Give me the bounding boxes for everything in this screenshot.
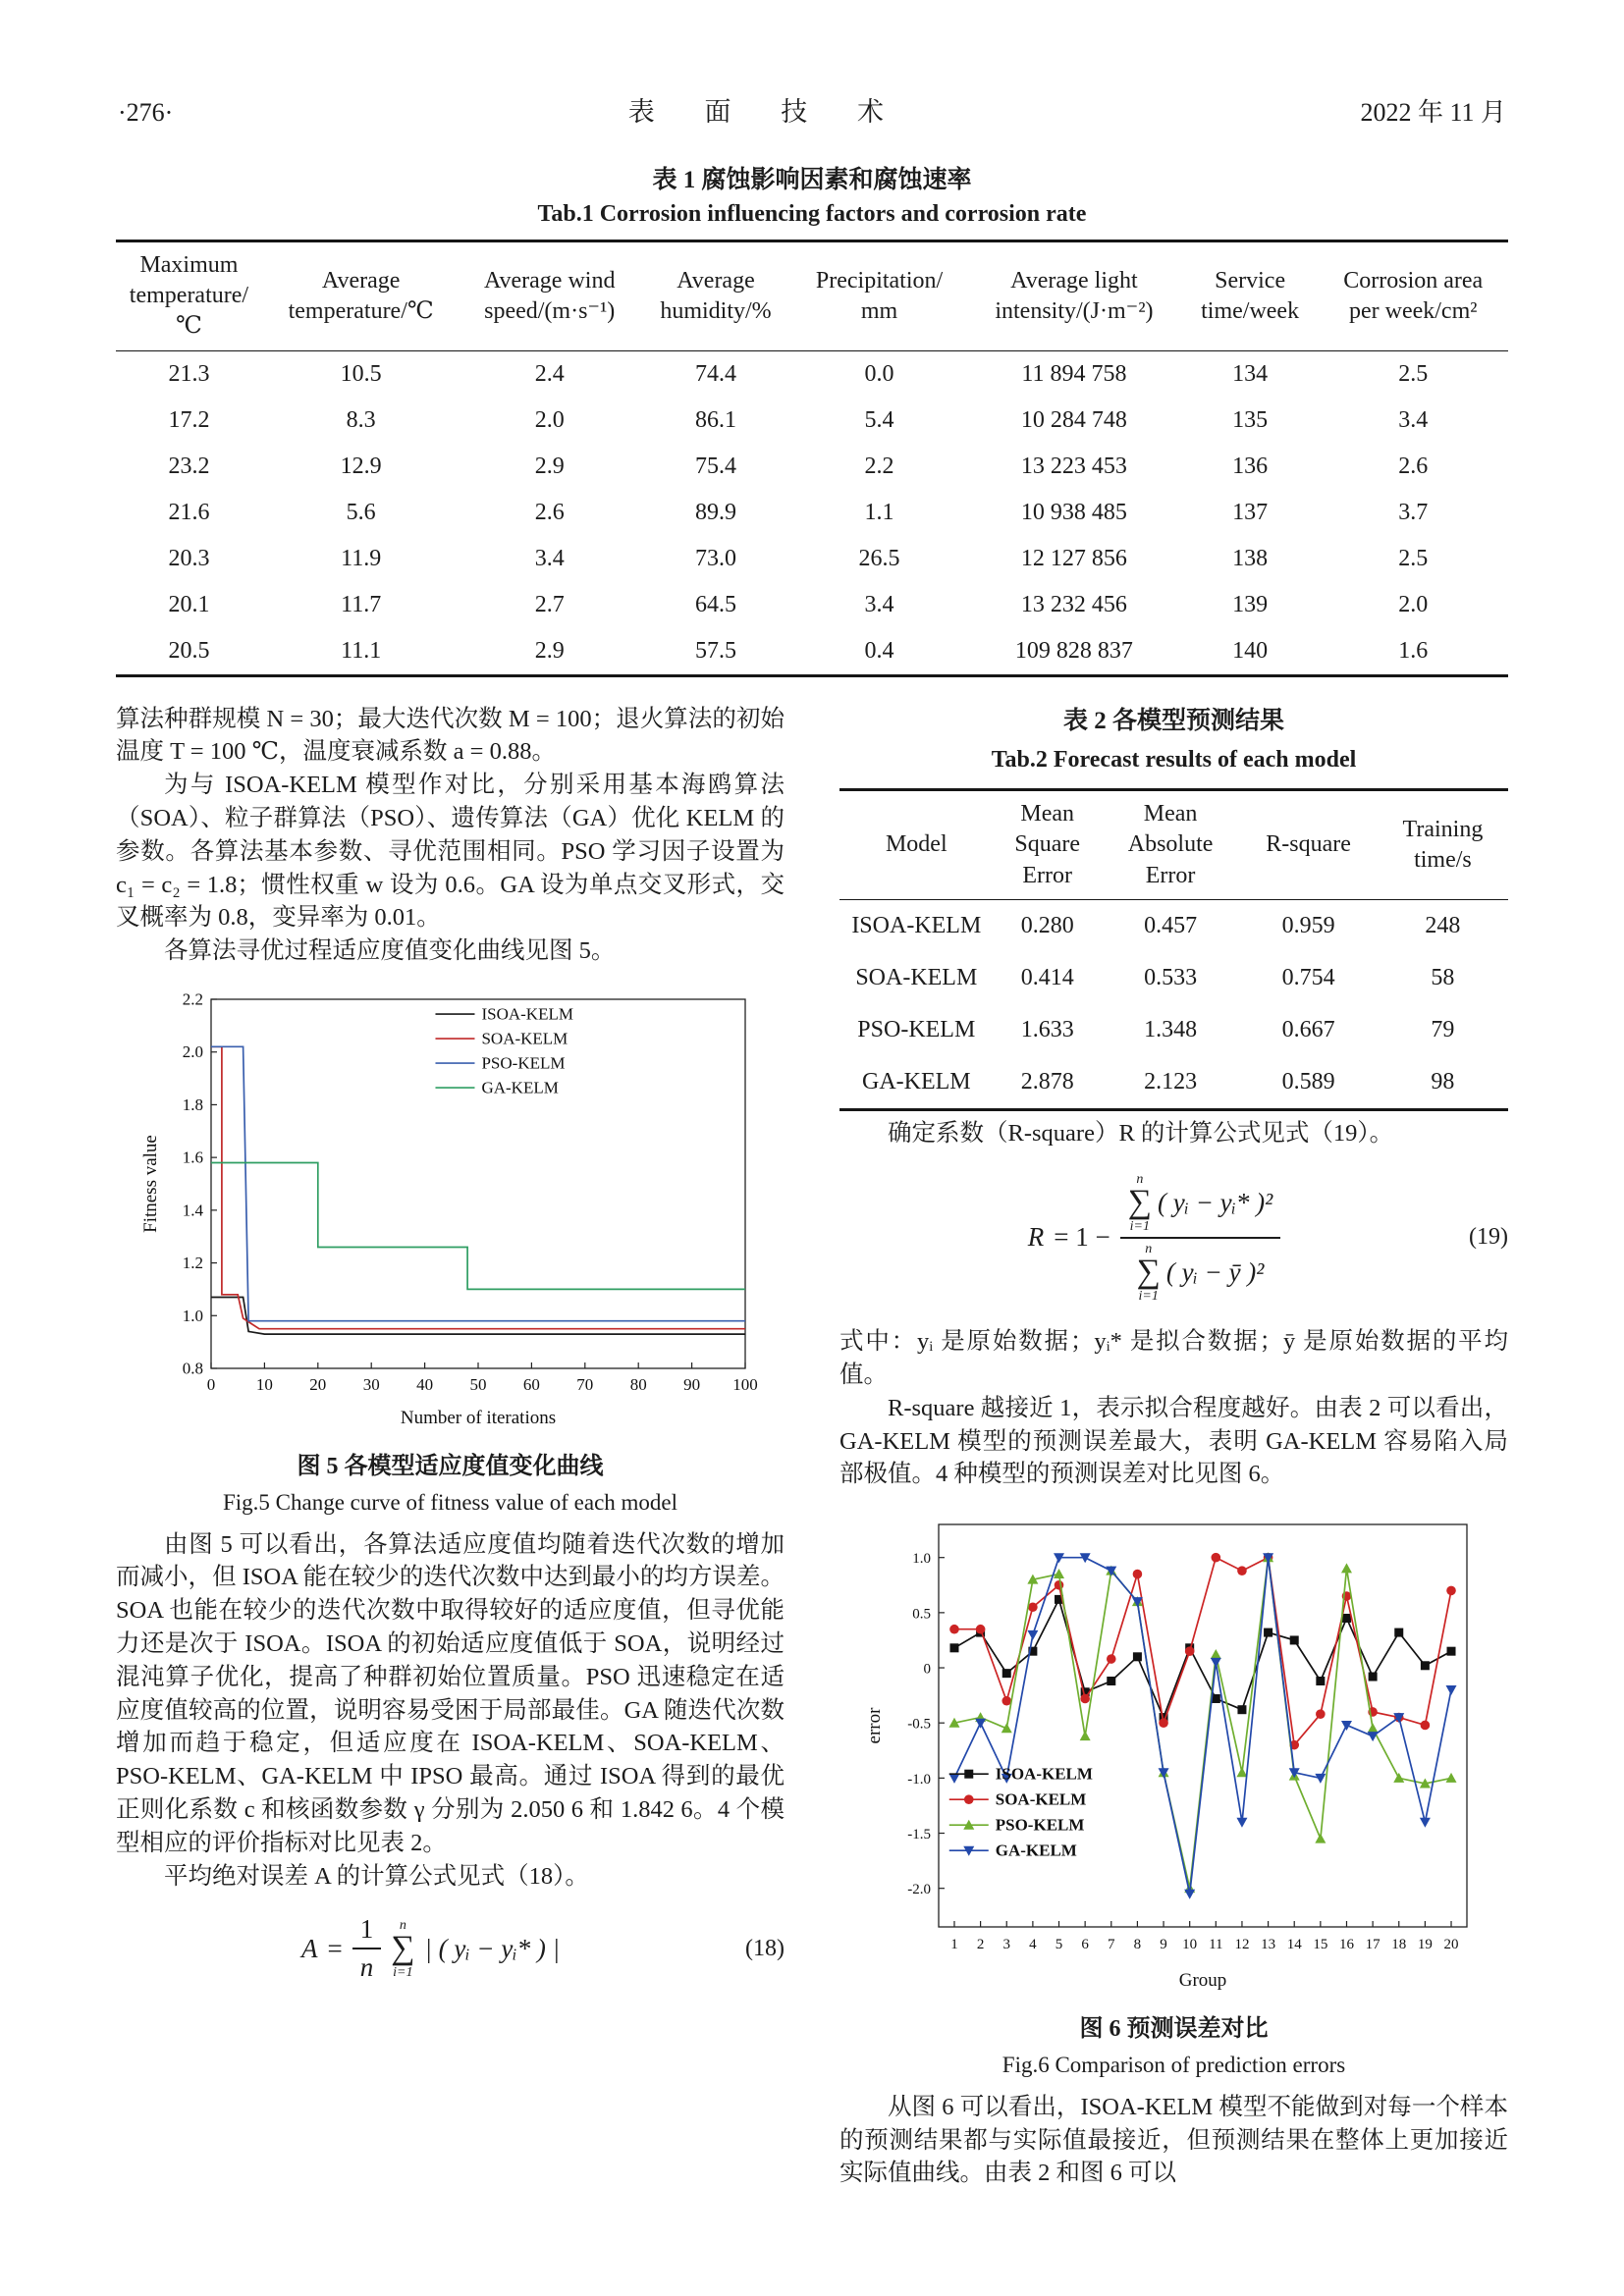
- equation-18: [116, 1914, 785, 1983]
- table-row: [116, 582, 1508, 628]
- table-cell: 1.1: [864, 499, 894, 525]
- table-cell: 0.589: [1281, 1069, 1335, 1095]
- column-header: R-square: [1239, 790, 1377, 900]
- table-cell: 20.3: [168, 545, 210, 571]
- right-column: [839, 703, 1508, 2191]
- table-cell: 0.280: [1020, 912, 1074, 938]
- table-cell: 98: [1431, 1069, 1455, 1095]
- eq19-number: (19): [1469, 1224, 1508, 1251]
- table-cell: 2.123: [1144, 1069, 1198, 1095]
- table1-header-row: [116, 241, 1508, 351]
- svg-text:20: 20: [308, 1374, 326, 1394]
- sigma-symbol: ∑: [1127, 1184, 1152, 1221]
- svg-text:1.2: 1.2: [182, 1254, 203, 1273]
- table-cell: 0.959: [1281, 912, 1335, 938]
- table-cell: 139: [1232, 591, 1269, 617]
- table-cell: 13 232 456: [1020, 591, 1127, 617]
- svg-text:8: 8: [1133, 1937, 1141, 1953]
- table-cell: 26.5: [858, 545, 900, 571]
- svg-text:0: 0: [923, 1661, 931, 1678]
- eq18-summation: n ∑ i=1: [391, 1917, 415, 1980]
- paragraph-formula-notation: 式中：yᵢ 是原始数据；yᵢ* 是拟合数据；ȳ 是原始数据的平均值。: [839, 1328, 1508, 1388]
- svg-text:ISOA-KELM: ISOA-KELM: [995, 1764, 1093, 1784]
- fig5-fitness-chart: [136, 984, 765, 1435]
- svg-text:1.0: 1.0: [182, 1306, 203, 1325]
- fig5-caption-cn: 图 5 各模型适应度值变化曲线: [297, 1453, 604, 1479]
- table-cell: 11.7: [341, 591, 382, 617]
- table-cell: 3.4: [864, 591, 894, 617]
- two-column-body: [116, 703, 1508, 2191]
- svg-text:60: 60: [522, 1374, 540, 1394]
- svg-text:1.8: 1.8: [182, 1095, 203, 1114]
- table-cell: 3.7: [1398, 499, 1429, 525]
- svg-text:3: 3: [1001, 1937, 1010, 1953]
- table-cell: 89.9: [694, 499, 736, 525]
- table-cell: 2.7: [534, 591, 565, 617]
- svg-text:15: 15: [1312, 1937, 1327, 1953]
- svg-text:80: 80: [629, 1374, 647, 1394]
- eq19-lhs: R: [1027, 1222, 1045, 1253]
- table-cell: 3.4: [534, 545, 565, 571]
- svg-text:30: 30: [362, 1374, 380, 1394]
- table-cell: 11.1: [341, 637, 382, 664]
- table-forecast-results: [839, 788, 1508, 1111]
- column-header: Average temperature/℃: [262, 241, 460, 351]
- table-cell: 12.9: [340, 453, 382, 479]
- table-cell: 2.5: [1398, 360, 1429, 387]
- table-cell: 20.5: [168, 637, 210, 664]
- table-cell: 136: [1232, 453, 1269, 479]
- table-cell: 12 127 856: [1020, 545, 1127, 571]
- table-cell: 0.533: [1144, 964, 1198, 990]
- eq18-expression: | ( yᵢ − yᵢ* ) |: [424, 1933, 561, 1963]
- column-header: Training time/s: [1378, 790, 1508, 900]
- paragraph-rsquare-analysis: R-square 越接近 1，表示拟合程度越好。由表 2 可以看出，GA-KELM 模型的预测误差最大，表明 GA-KELM 容易陷入局部极值。4 种模型的预测误差对比见图 6。: [839, 1394, 1508, 1488]
- table-row: [116, 628, 1508, 676]
- table-cell: 138: [1232, 545, 1269, 571]
- table-cell: 10 938 485: [1020, 499, 1127, 525]
- svg-text:ISOA-KELM: ISOA-KELM: [480, 1004, 573, 1024]
- table-cell: 58: [1431, 964, 1455, 990]
- table-cell: 2.2: [864, 453, 894, 479]
- table-row: [839, 899, 1508, 952]
- eq19-num-summation: n ∑ i=1: [1127, 1171, 1152, 1234]
- column-header: Mean Absolute Error: [1102, 790, 1240, 900]
- column-header: Precipitation/ mm: [792, 241, 966, 351]
- table2-header-row: [839, 790, 1508, 900]
- table-cell: 73.0: [694, 545, 736, 571]
- fig5-caption-en: Fig.5 Change curve of fitness value of each model: [222, 1489, 678, 1515]
- table-cell: 64.5: [694, 591, 736, 617]
- column-header: Average wind speed/(m·s⁻¹): [460, 241, 638, 351]
- table-cell: 2.6: [534, 499, 565, 525]
- figure-6: [839, 1507, 1508, 2081]
- svg-text:PSO-KELM: PSO-KELM: [480, 1053, 565, 1073]
- table-cell: 134: [1232, 360, 1269, 387]
- table2-caption: [839, 705, 1508, 777]
- table-row: [116, 398, 1508, 444]
- eq19-equals: = 1 −: [1054, 1222, 1110, 1253]
- table-row: [116, 490, 1508, 536]
- table-cell: 10.5: [340, 360, 382, 387]
- svg-text:Number of iterations: Number of iterations: [400, 1407, 556, 1428]
- svg-text:2.2: 2.2: [182, 989, 203, 1009]
- table-cell: SOA-KELM: [855, 964, 978, 990]
- paragraph-mae-formula-ref: 平均绝对误差 A 的计算公式见式（18）。: [164, 1862, 589, 1890]
- equation-19-body: [839, 1172, 1469, 1304]
- table-cell: 8.3: [346, 406, 376, 433]
- table-cell: 57.5: [694, 637, 736, 664]
- table-row: [116, 536, 1508, 582]
- table-cell: 21.3: [168, 360, 210, 387]
- table-cell: 1.6: [1398, 637, 1429, 664]
- svg-text:PSO-KELM: PSO-KELM: [995, 1815, 1084, 1835]
- column-header: Average humidity/%: [639, 241, 792, 351]
- svg-text:14: 14: [1286, 1937, 1302, 1953]
- table-cell: 13 223 453: [1020, 453, 1127, 479]
- table-cell: 20.1: [168, 591, 210, 617]
- table-row: [839, 952, 1508, 1004]
- svg-text:12: 12: [1233, 1937, 1249, 1953]
- svg-text:GA-KELM: GA-KELM: [995, 1841, 1077, 1860]
- table-cell: 2.878: [1020, 1069, 1074, 1095]
- table-cell: 5.4: [864, 406, 894, 433]
- table-cell: 2.4: [534, 360, 565, 387]
- table-cell: 135: [1232, 406, 1269, 433]
- column-header: Service time/week: [1182, 241, 1319, 351]
- paragraph-fitness-curve-ref: 各算法寻优过程适应度值变化曲线见图 5。: [164, 937, 616, 965]
- table-cell: 2.0: [1398, 591, 1429, 617]
- svg-text:10: 10: [255, 1374, 273, 1394]
- svg-text:GA-KELM: GA-KELM: [480, 1078, 559, 1097]
- eq19-numerator: [1120, 1172, 1281, 1239]
- sigma-symbol: ∑: [1136, 1254, 1161, 1291]
- eq18-frac-den: n: [359, 1952, 374, 1983]
- table-cell: 11 894 758: [1021, 360, 1127, 387]
- svg-text:-1.0: -1.0: [906, 1771, 931, 1788]
- svg-text:1.4: 1.4: [182, 1201, 203, 1220]
- table-row: [839, 1004, 1508, 1056]
- eq18-lhs: A: [300, 1933, 318, 1963]
- table-cell: 1.348: [1144, 1016, 1198, 1042]
- table1-caption: [116, 160, 1508, 228]
- svg-text:error: error: [863, 1707, 885, 1744]
- paragraph-fig5-analysis: 由图 5 可以看出，各算法适应度值均随着迭代次数的增加而减小，但 ISOA 能在较少的迭代次数中达到最小的均方误差。SOA 也能在较少的迭代次数中取得较好的适应度值，但寻优能力还是次于 ISOA。ISOA 的初始适应度值低于 SOA，说明经过混沌算子优化，提高了种群初始位置质量。PSO 迅速稳定在适应度值较高的位置，说明容易受困于局部最佳。GA 随迭代次数增加而趋于稳定，但适应度在 ISOA-KELM、SOA-KELM、PSO-KELM、GA-KELM 中 IPSO 最高。通过 ISOA 得到的最优正则化系数 c 和核函数参数 γ 分别为 2.050 6 和 1.842 6。4 个模型相应的评价指标对比见表 2。: [116, 1530, 785, 1856]
- svg-text:11: 11: [1208, 1937, 1223, 1953]
- svg-text:SOA-KELM: SOA-KELM: [480, 1029, 568, 1048]
- eq19-den-summation: n ∑ i=1: [1136, 1242, 1161, 1304]
- table1-caption-en: Tab.1 Corrosion influencing factors and corrosion rate: [537, 201, 1087, 227]
- table-row: [839, 1056, 1508, 1110]
- table-cell: 2.6: [1398, 453, 1429, 479]
- page-header: [116, 90, 1508, 134]
- eq18-fraction: [352, 1914, 382, 1983]
- table-cell: 248: [1425, 912, 1461, 938]
- svg-text:-1.5: -1.5: [906, 1827, 931, 1843]
- svg-text:1: 1: [949, 1937, 958, 1953]
- svg-text:Fitness value: Fitness value: [139, 1135, 161, 1233]
- table-row: [116, 350, 1508, 398]
- table-cell: 21.6: [168, 499, 210, 525]
- paragraph-fig6-analysis: 从图 6 可以看出，ISOA-KELM 模型不能做到对每一个样本的预测结果都与实际值最接近，但预测结果在整体上更加接近实际值曲线。由表 2 和图 6 可以: [839, 2093, 1508, 2187]
- eq18-frac-num: 1: [352, 1914, 382, 1949]
- table-cell: 0.754: [1281, 964, 1335, 990]
- table-cell: 140: [1232, 637, 1269, 664]
- svg-text:100: 100: [731, 1374, 758, 1394]
- svg-text:7: 7: [1107, 1937, 1115, 1953]
- fig6-error-chart: [860, 1507, 1489, 1998]
- column-header: Mean Square Error: [994, 790, 1102, 900]
- svg-text:17: 17: [1365, 1937, 1380, 1953]
- eq18-equals: =: [327, 1933, 343, 1963]
- svg-text:19: 19: [1417, 1937, 1433, 1953]
- eq19-fraction: [1120, 1172, 1281, 1304]
- svg-text:16: 16: [1338, 1937, 1354, 1953]
- table-cell: 11.9: [341, 545, 382, 571]
- svg-text:18: 18: [1390, 1937, 1406, 1953]
- table-cell: GA-KELM: [861, 1069, 971, 1095]
- table-cell: 137: [1232, 499, 1269, 525]
- svg-text:SOA-KELM: SOA-KELM: [995, 1789, 1086, 1809]
- svg-text:Group: Group: [1178, 1970, 1226, 1992]
- svg-text:-2.0: -2.0: [906, 1882, 931, 1898]
- table-cell: 0.0: [864, 360, 894, 387]
- table-row: [116, 444, 1508, 490]
- svg-text:2.0: 2.0: [182, 1042, 203, 1062]
- table-cell: 79: [1431, 1016, 1455, 1042]
- sigma-symbol: ∑: [391, 1930, 415, 1967]
- svg-text:90: 90: [682, 1374, 700, 1394]
- svg-text:9: 9: [1159, 1937, 1167, 1953]
- svg-text:2: 2: [976, 1937, 984, 1953]
- svg-text:0.5: 0.5: [911, 1606, 931, 1623]
- table-cell: 0.414: [1020, 964, 1074, 990]
- svg-text:10: 10: [1181, 1937, 1197, 1953]
- table-cell: 109 828 837: [1014, 637, 1133, 664]
- svg-text:20: 20: [1443, 1937, 1459, 1953]
- table-cell: 1.633: [1020, 1016, 1074, 1042]
- table2-caption-en: Tab.2 Forecast results of each model: [991, 747, 1357, 774]
- table-cell: 0.667: [1281, 1016, 1335, 1042]
- left-column: [116, 703, 785, 2191]
- column-header: Average light intensity/(J·m⁻²): [966, 241, 1182, 351]
- svg-text:4: 4: [1028, 1937, 1037, 1953]
- svg-text:0: 0: [206, 1374, 215, 1394]
- equation-19: [839, 1172, 1508, 1304]
- svg-text:1.6: 1.6: [182, 1148, 203, 1167]
- column-header: Corrosion area per week/cm²: [1318, 241, 1508, 351]
- table-cell: 75.4: [694, 453, 736, 479]
- journal-title: 表 面 技 术: [627, 97, 906, 127]
- svg-text:70: 70: [575, 1374, 593, 1394]
- svg-text:0.8: 0.8: [182, 1359, 203, 1378]
- table-cell: 3.4: [1398, 406, 1429, 433]
- table-cell: 2.9: [534, 453, 565, 479]
- svg-text:-0.5: -0.5: [906, 1716, 931, 1733]
- svg-text:1.0: 1.0: [911, 1551, 931, 1568]
- table-cell: PSO-KELM: [857, 1016, 976, 1042]
- table-cell: 2.9: [534, 637, 565, 664]
- issue-date: 2022 年 11 月: [1360, 98, 1506, 127]
- table2-caption-cn: 表 2 各模型预测结果: [1062, 707, 1284, 734]
- table-cell: ISOA-KELM: [851, 912, 982, 938]
- table-cell: 17.2: [168, 406, 210, 433]
- paragraph-rsquare-formula-ref: 确定系数（R-square）R 的计算公式见式（19）。: [888, 1120, 1394, 1148]
- table-cell: 74.4: [694, 360, 736, 387]
- column-header: Maximum temperature/℃: [116, 241, 262, 351]
- table-cell: 23.2: [168, 453, 210, 479]
- table1-caption-cn: 表 1 腐蚀影响因素和腐蚀速率: [652, 167, 972, 193]
- eq18-number: (18): [745, 1935, 785, 1961]
- svg-text:50: 50: [469, 1374, 486, 1394]
- table-corrosion-factors: [116, 240, 1508, 677]
- table-cell: 5.6: [346, 499, 376, 525]
- svg-text:5: 5: [1055, 1937, 1062, 1953]
- table-cell: 10 284 748: [1020, 406, 1127, 433]
- table-cell: 2.0: [534, 406, 565, 433]
- eq19-den-expression: ( yᵢ − ȳ )²: [1165, 1257, 1265, 1288]
- eq19-num-expression: ( yᵢ − yᵢ* )²: [1157, 1187, 1273, 1217]
- svg-text:40: 40: [415, 1374, 433, 1394]
- eq19-denominator: [1137, 1239, 1265, 1304]
- svg-text:6: 6: [1080, 1937, 1089, 1953]
- table-cell: 0.457: [1144, 912, 1198, 938]
- paragraph-annealing-params: 算法种群规模 N = 30；最大迭代次数 M = 100；退火算法的初始温度 T = 100 ℃，温度衰减系数 a = 0.88。: [116, 705, 785, 766]
- column-header: Model: [839, 790, 994, 900]
- equation-18-body: [116, 1914, 745, 1983]
- table-cell: 86.1: [694, 406, 736, 433]
- svg-text:13: 13: [1260, 1937, 1275, 1953]
- table-cell: 0.4: [864, 637, 894, 664]
- fig6-caption-en: Fig.6 Comparison of prediction errors: [1001, 2053, 1346, 2078]
- page-number: ·276·: [118, 98, 174, 127]
- fig6-caption-cn: 图 6 预测误差对比: [1079, 2015, 1269, 2042]
- figure-5: [116, 984, 785, 1519]
- paragraph-comparison-models: 为与 ISOA-KELM 模型作对比，分别采用基本海鸥算法（SOA）、粒子群算法（PSO）、遗传算法（GA）优化 KELM 的参数。各算法基本参数、寻优范围相同。PSO 学习因子设置为 c₁ = c₂ = 1.8；惯性权重 w 设为 0.6。GA 设为单点交叉形式，交叉概率为 0.8，变异率为 0.01。: [116, 772, 785, 932]
- table-cell: 2.5: [1398, 545, 1429, 571]
